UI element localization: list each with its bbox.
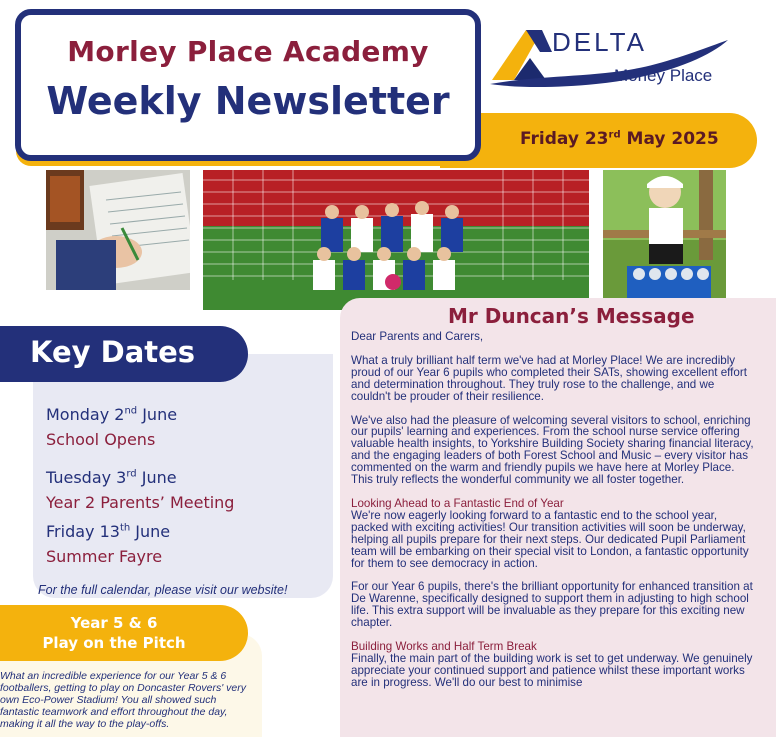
key-date-1-event: School Opens <box>46 430 156 449</box>
message-title: Mr Duncan’s Message <box>448 304 695 328</box>
message-body <box>351 331 757 701</box>
key-date-2-event: Year 2 Parents’ Meeting <box>46 493 235 512</box>
message-paragraph: Finally, the main part of the building work is set to get underway. We genuinely appreciate your continued support and patience whilst these important works are in progress. We'll do our best to minimise <box>351 651 753 689</box>
message-salutation: Dear Parents and Carers, <box>351 330 484 343</box>
key-dates-title: Key Dates <box>30 335 196 369</box>
message-subheading: Building Works and Half Term Break <box>351 640 537 654</box>
year56-body: What an incredible experience for our Year 5 & 6 footballers, getting to play on Doncaster Rovers' very own Eco-Power Stadium! You all showed such fantastic teamwork and effort throughout the day, making it all the way to the play-offs. <box>0 670 246 730</box>
key-date-1-date: Monday 2nd June <box>46 405 178 424</box>
year56-title-line2: Play on the Pitch <box>42 634 186 652</box>
photo-football-team <box>203 170 589 310</box>
calendar-note: For the full calendar, please visit our website! <box>38 583 288 597</box>
key-date-3-date: Friday 13th June <box>46 522 171 541</box>
photo-pupil-writing <box>46 170 190 290</box>
photo-pupil-outdoors <box>603 170 726 305</box>
newsletter-date: Friday 23rd May 2025 <box>520 129 719 149</box>
message-paragraph: For our Year 6 pupils, there's the brilliant opportunity for enhanced transition at De Warenne, specifically designed to support them in adjusting to high school life. This extra support will be invaluable as they prepare for this exciting new chapter. <box>351 580 753 630</box>
school-name: Morley Place Academy <box>67 35 429 68</box>
message-subheading: Looking Ahead to a Fantastic End of Year <box>351 496 564 510</box>
logo-wordmark: DELTA <box>552 27 647 57</box>
newsletter-header <box>15 9 481 161</box>
date-banner <box>440 113 757 168</box>
logo-subtitle: Morley Place <box>614 66 713 85</box>
message-paragraph: We've also had the pleasure of welcoming several visitors to school, enriching our pupils' learning and experiences. From the school nurse service offering valuable health insights, to Yorkshire Building Society sharing financial literacy, and the engaging leaders of both Forest School and Music – every visitor has commented on the warm and friendly pupils we have here at Morley Place. This truly reflects the wonderful community we all foster together. <box>351 413 754 487</box>
key-date-3-event: Summer Fayre <box>46 547 163 566</box>
year56-header <box>0 605 248 661</box>
message-paragraph: What a truly brilliant half term we've had at Morley Place! We are incredibly proud of our Year 6 pupils who completed their SATs, showing excellent effort and determination throughout. They truly rose to the challenge, and we couldn't be prouder of their resilience. <box>351 353 747 403</box>
key-dates-header <box>0 326 248 382</box>
year56-title-line1: Year 5 & 6 <box>70 614 158 632</box>
key-date-2-date: Tuesday 3rd June <box>46 468 177 487</box>
newsletter-title: Weekly Newsletter <box>46 79 450 123</box>
message-paragraph: We're now eagerly looking forward to a fantastic end to the school year, packed with exciting activities! Our transition activities will soon be underway, helping all pupils prepare for their next steps. Our dedicated Pupil Parliament team will be embarking on their special visit to London, a fantastic opportunity for them to see democracy in action. <box>351 508 749 570</box>
